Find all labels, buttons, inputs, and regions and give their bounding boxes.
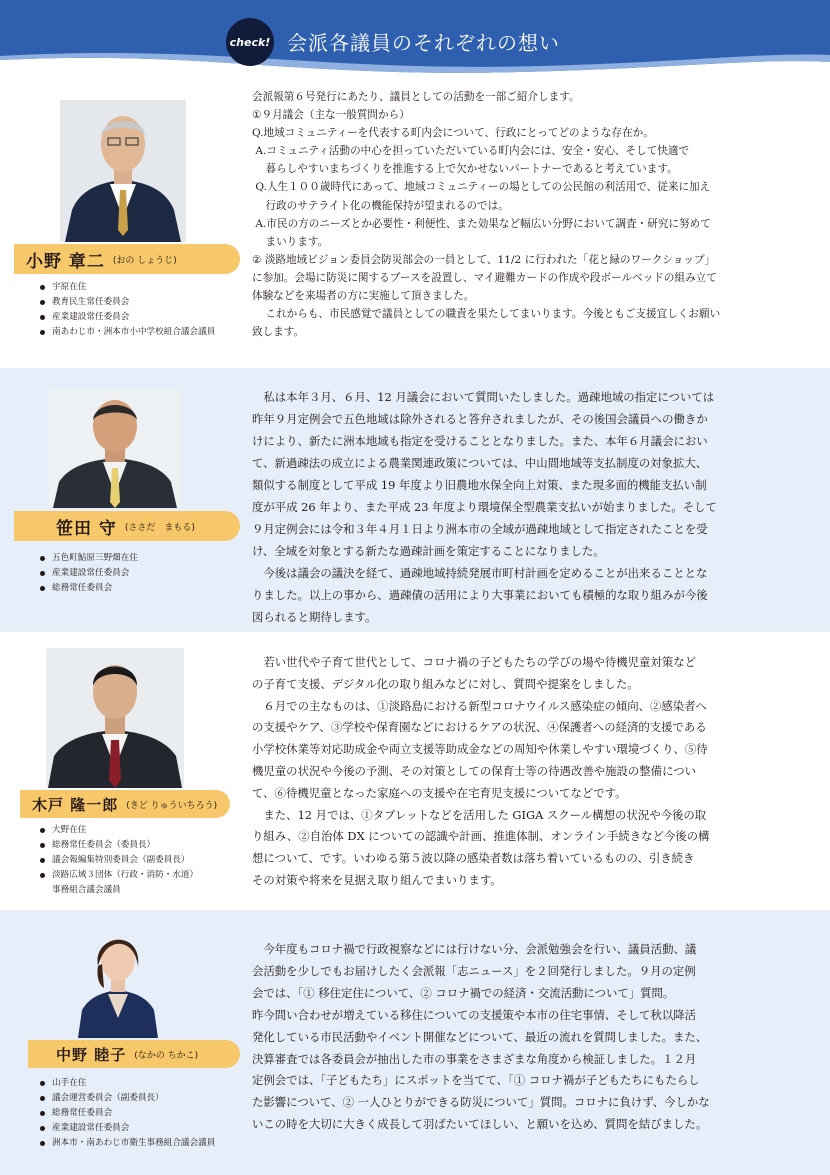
role-item: 洲本市・南あわじ市衛生事務組合議会議員 xyxy=(38,1136,215,1151)
member-name-plate xyxy=(14,511,240,541)
member-photo xyxy=(49,390,181,508)
member-roles xyxy=(38,823,198,898)
page-title: 会派各議員のそれぞれの想い xyxy=(287,31,560,55)
member-statement: 私は本年３月、６月、12 月議会において質問いたしました。過疎地域の指定については 昨年９月定例会で五色地域は除外されると答弁されましたが、その後国会議員への働きか けにより、新たに洲本地域も指定を受けることとなりました。また、本年６月議会におい て、新過疎法の成立による農業関連政策については、中山間地域等支払制度の対象拡大、 類似する制度として平成 19 年度より旧農地水保全向上対策、また現多面的機能支払い制 度が平成 26 年より、また平成 23 年度より環境保全型農業支払いが始まりました。そして ９月定例会には令和３年４月１日より洲本市の全域が過疎地域として指定されたことを受 け、全域を対象とする新たな過疎計画を策定することになりました。 今後は議会の議決を経て、過疎地域持続発展市町村計画を定めることが出来ることとな りました。以上の事から、過疎債の活用により大事業においても積極的な取り組みが今後 図られると期待します。 xyxy=(252,390,717,624)
role-item: 五色町鮎原三野畑在住 xyxy=(38,551,138,566)
member-name-plate xyxy=(28,1040,240,1068)
member-photo xyxy=(60,100,186,242)
role-item: 産業建設常任委員会 xyxy=(38,566,138,581)
check-badge: check! xyxy=(226,18,274,66)
page-header xyxy=(0,0,830,78)
role-item: 総務常任委員会 xyxy=(38,581,138,596)
member-name-plate xyxy=(14,244,240,274)
member-name-reading: (おの しょうじ) xyxy=(112,255,177,266)
member-statement: 会派報第６号発行にあたり、議員としての活動を一部ご紹介します。 ①９月議会（主な一般質問から） Q.地域コミュニティーを代表する町内会について、行政にとってどのような存在か。 A.コミュニティ活動の中心を担っていただいている町内会には、安全・安心、そして快適で 暮らしやすいまちづくりを推進する上で欠かせないパートナーであると考えています。 Q.人生１００歳時代にあって、地域コミュニティーの場としての公民館の利活用で、従来に加え 行政のサテライト化の機能保持が望まれるのでは。 A.市民の方のニーズとか必要性・利便性、また効果など幅広い分野において調査・研究に努めて まいります。 ② 淡路地域ビジョン委員会防災部会の一員として、11/2 に行われた「花と緑のワークショップ」 に参加。会場に防災に関するブースを設置し、マイ避難カードの作成や段ボールベッドの組み立て 体験などを来場者の方に実施して頂きました。 これからも、市民感覚で議員としての職責を果たしてまいります。今後ともご支援宜しくお願い 致します。 xyxy=(252,91,721,339)
member-roles xyxy=(38,280,215,340)
member-photo xyxy=(76,920,160,1038)
member-statement: 若い世代や子育て世代として、コロナ禍の子どもたちの学びの場や待機児童対策など の子育て支援、デジタル化の取り組みなどに対し、質問や提案をしました。 ６月での主なものは、①淡路島における新型コロナウイルス感染症の傾向、②感染者へ の支援やケア、③学校や保育園などにおけるケアの状況、④保護者への経済的支援である 小学校休業等対応助成金や両立支援等助成金などの周知や休業しやすい環境づくり、⑤待 機児童の状況や今後の予測、その対策としての保育士等の待遇改善や施設の整備につい て、⑥待機児童となった家庭への支援や在宅育児支援についてなどです。 また、12 月では、①タブレットなどを活用した GIGA スクール構想の状況や今後の取 り組み、②自治体 DX についての認識や計画、推進体制、オンライン手続きなど今後の構 想について、です。いわゆる第５波以降の感染者数は落ち着いているものの、引き続き その対策や将来を見据え取り組んでまいります。 xyxy=(252,655,710,887)
member-name-plate xyxy=(20,790,230,818)
member-name: 木戸 隆一郎 xyxy=(32,795,119,814)
member-name-reading: (なかの ちかこ) xyxy=(134,1050,199,1061)
member-roles xyxy=(38,551,138,596)
role-item: 大野在住 xyxy=(38,823,198,838)
role-item: 産業建設常任委員会 xyxy=(38,310,215,325)
role-item: 議会報編集特別委員会（副委員長） xyxy=(38,853,198,868)
role-item: 教育民生常任委員会 xyxy=(38,295,215,310)
member-name-reading: (きど りゅういちろう) xyxy=(126,800,218,811)
role-item: 総務常任委員会 xyxy=(38,1106,215,1121)
member-roles xyxy=(38,1076,215,1151)
member-name: 笹田 守 xyxy=(56,518,117,539)
member-name: 中野 睦子 xyxy=(56,1045,127,1064)
member-statement: 今年度もコロナ禍で行政視察などには行けない分、会派勉強会を行い、議員活動、議 会活動を少しでもお届けしたく会派報「志ニュース」を２回発行しました。９月の定例 会では、「① 移住定住について、② コロナ禍での経済・交流活動について」質問。 昨今問い合わせが増えている移住についての支援策や本市の住宅事情、そして秋以降活 発化している市民活動やイベント開催などについて、最近の流れを質問しました。また、 決算審査では各委員会が抽出した市の事業をさまざまな角度から検証しました。１２月 定例会では、「子どもたち」にスポットを当てて、「① コロナ禍が子どもたちにもたらし た影響について、② 一人ひとりができる防災について」質問。コロナに負けず、今しかな いこの時を大切に大きく成長して羽ばたいてほしい、と願いを込め、質問を結びました。 xyxy=(252,942,710,1132)
role-item: 南あわじ市・洲本市小中学校組合議会議員 xyxy=(38,325,215,340)
member-name: 小野 章二 xyxy=(26,251,105,272)
role-item: 総務常任委員会（委員長） xyxy=(38,838,198,853)
role-item: 宇原在住 xyxy=(38,280,215,295)
role-item: 議会運営委員会（副委員長） xyxy=(38,1091,215,1106)
role-item: 産業建設常任委員会 xyxy=(38,1121,215,1136)
role-item: 淡路広域３団体（行政・消防・水道） 事務組合議会議員 xyxy=(38,868,198,898)
role-item: 山手在住 xyxy=(38,1076,215,1091)
member-photo xyxy=(46,648,184,788)
member-name-reading: (ささだ まもる) xyxy=(124,522,195,533)
